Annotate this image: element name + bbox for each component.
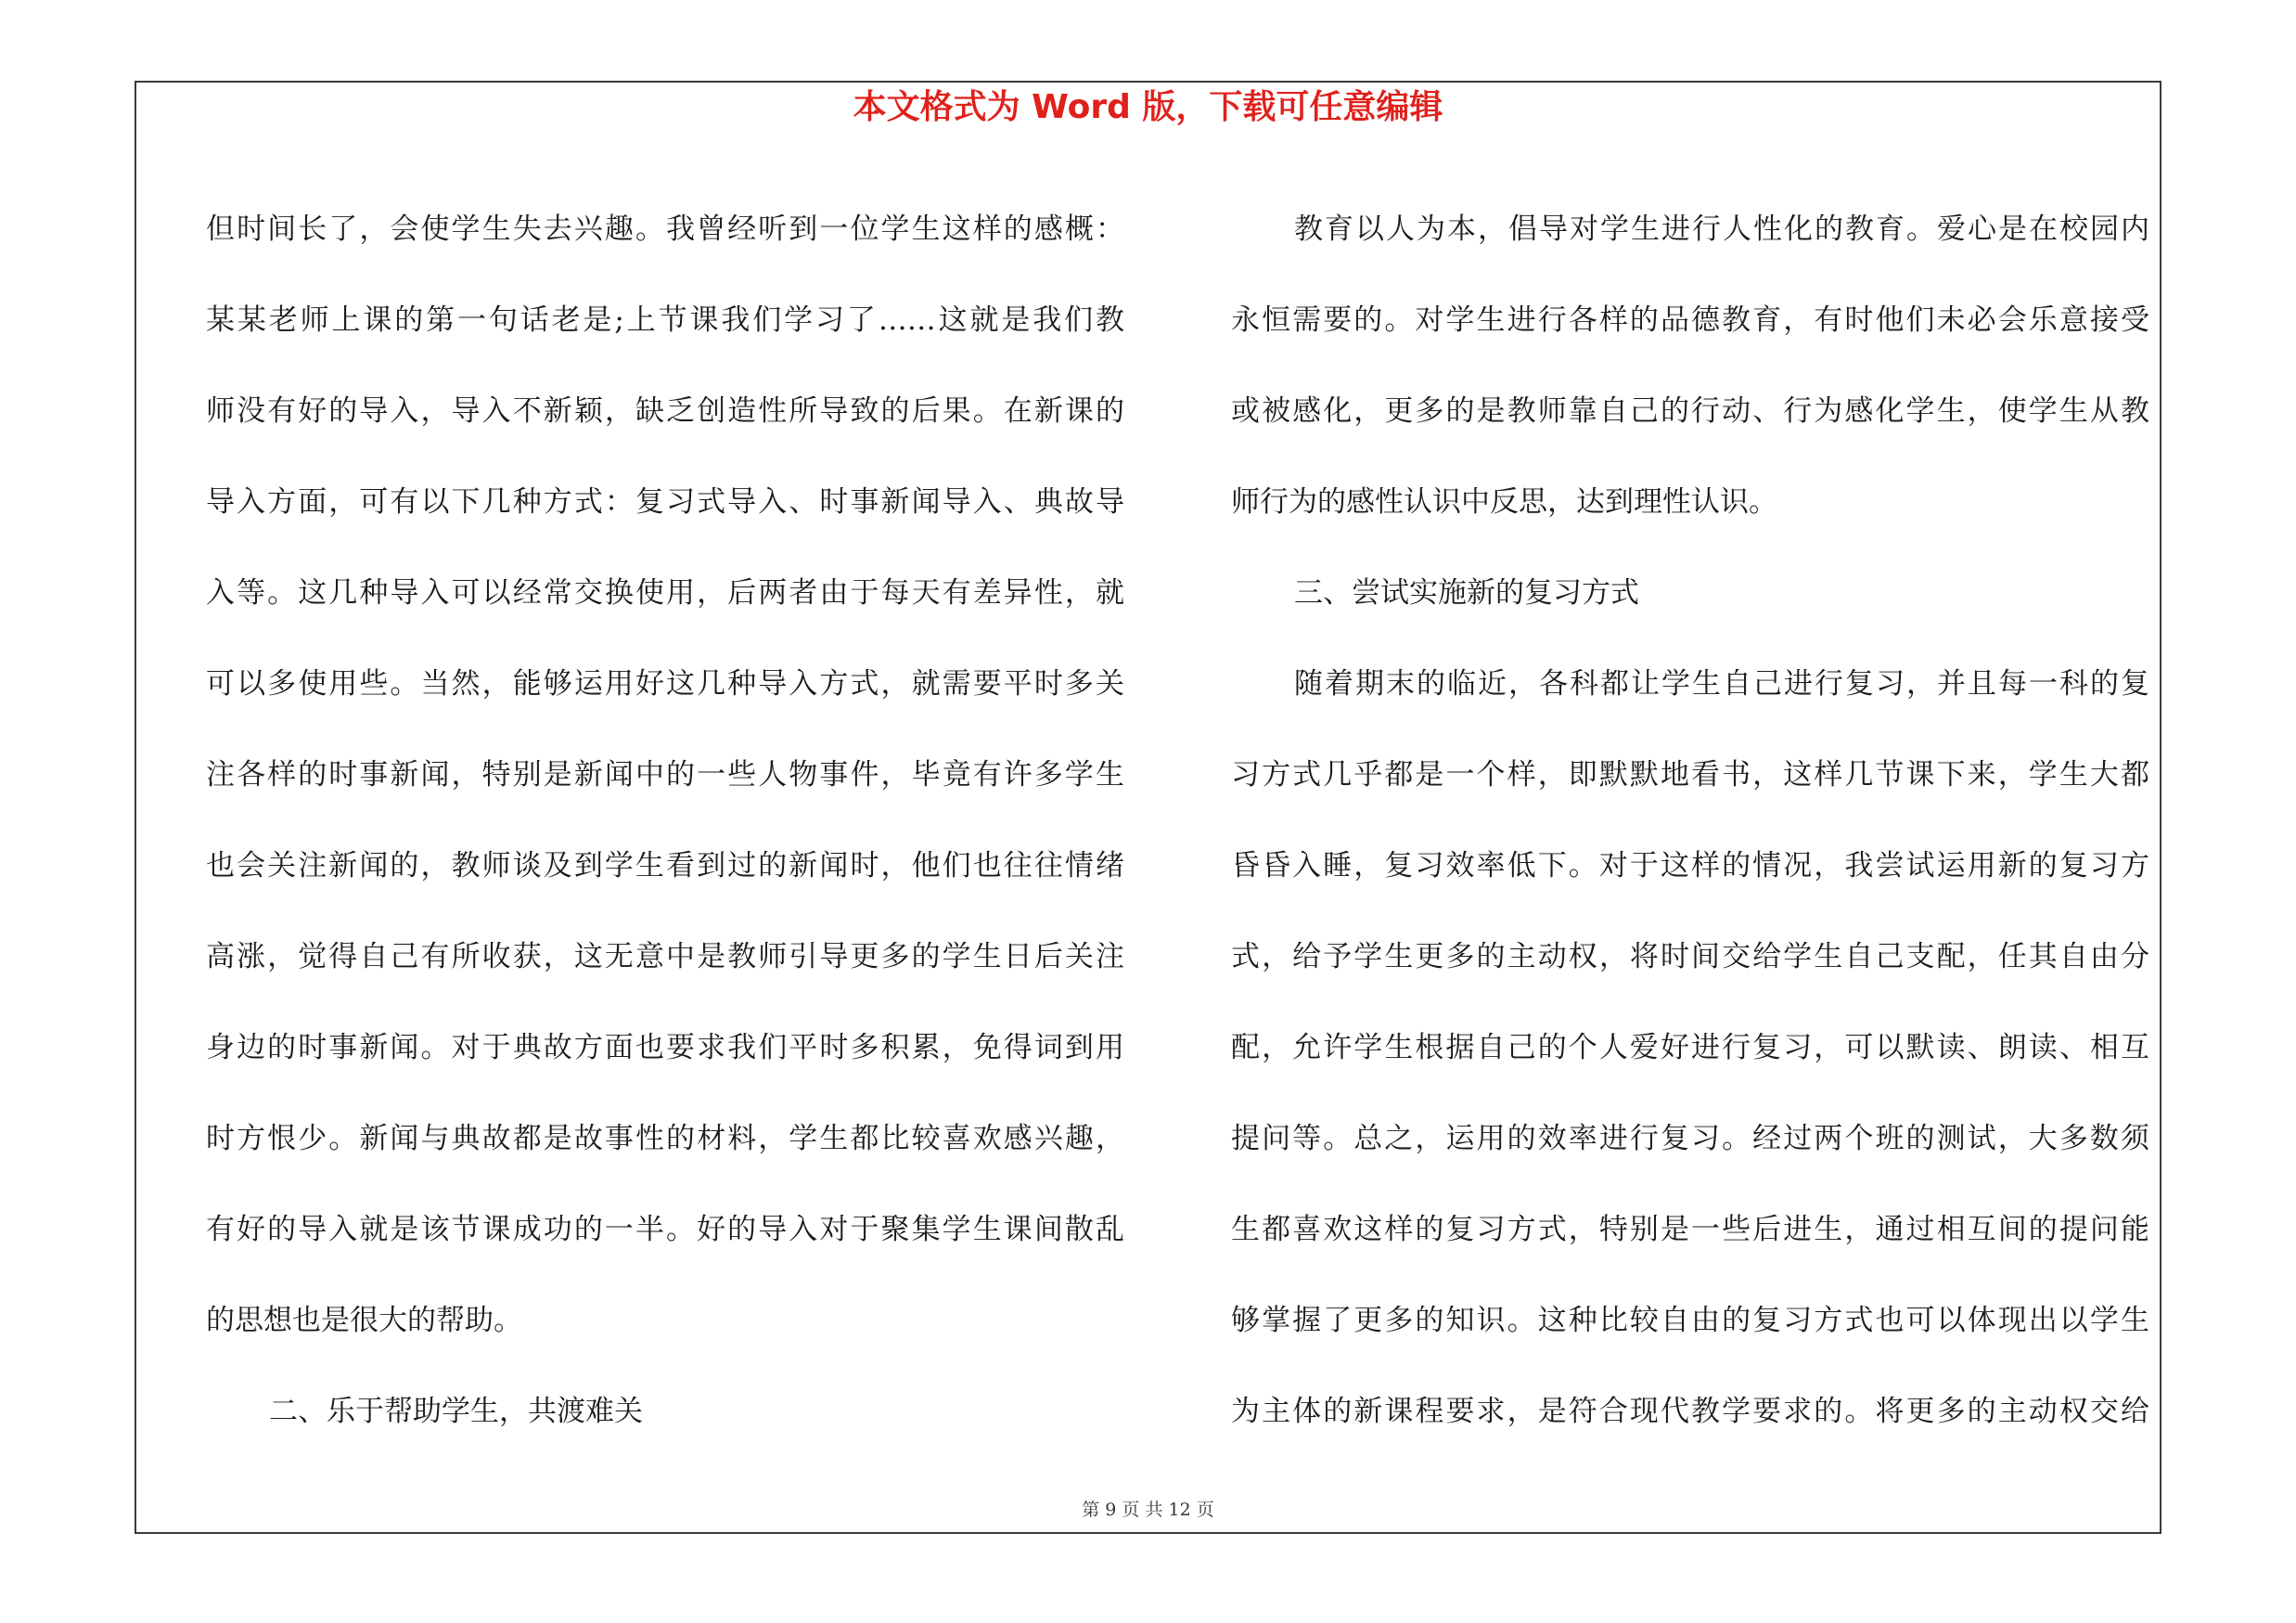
- format-banner: 本文格式为 Word 版，下载可任意编辑: [853, 88, 1443, 126]
- text-line: 生都喜欢这样的复习方式，特别是一些后进生，通过相互间的提问能: [1231, 1213, 2149, 1246]
- text-line: 教育以人为本，倡导对学生进行人性化的教育。爱心是在校园内: [1294, 213, 2149, 246]
- text-line: 随着期末的临近，各科都让学生自己进行复习，并且每一科的复: [1294, 667, 2149, 701]
- text-line: 可以多使用些。当然，能够运用好这几种导入方式，就需要平时多关: [206, 667, 1124, 701]
- page-number: 第 9 页 共 12 页: [1082, 1500, 1214, 1520]
- left-text-column: [206, 184, 1124, 1457]
- text-line: 有好的导入就是该节课成功的一半。好的导入对于聚集学生课间散乱: [206, 1213, 1124, 1246]
- text-line: 或被感化，更多的是教师靠自己的行动、行为感化学生，使学生从教: [1231, 394, 2149, 428]
- text-line: 入等。这几种导入可以经常交换使用，后两者由于每天有差异性，就: [206, 576, 1124, 610]
- text-line: 身边的时事新闻。对于典故方面也要求我们平时多积累，免得词到用: [206, 1031, 1124, 1064]
- text-line: 为主体的新课程要求，是符合现代教学要求的。将更多的主动权交给: [1231, 1395, 2149, 1428]
- text-line: 的思想也是很大的帮助。: [206, 1304, 522, 1337]
- text-line: 师行为的感性认识中反思，达到理性认识。: [1231, 485, 1777, 519]
- text-line: 高涨，觉得自己有所收获，这无意中是教师引导更多的学生日后关注: [206, 940, 1124, 973]
- text-line: 昏昏入睡，复习效率低下。对于这样的情况，我尝试运用新的复习方: [1231, 849, 2149, 882]
- text-line: 永恒需要的。对学生进行各样的品德教育，有时他们未必会乐意接受: [1231, 303, 2149, 337]
- text-line: 但时间长了，会使学生失去兴趣。我曾经听到一位学生这样的感概：: [206, 213, 1124, 246]
- text-line: 配，允许学生根据自己的个人爱好进行复习，可以默读、朗读、相互: [1231, 1031, 2149, 1064]
- text-line: 师没有好的导入，导入不新颖，缺乏创造性所导致的后果。在新课的: [206, 394, 1124, 428]
- text-line: 导入方面，可有以下几种方式：复习式导入、时事新闻导入、典故导: [206, 485, 1124, 519]
- section-heading: 二、乐于帮助学生，共渡难关: [269, 1395, 643, 1428]
- section-heading: 三、尝试实施新的复习方式: [1294, 576, 1639, 610]
- text-line: 提问等。总之，运用的效率进行复习。经过两个班的测试，大多数须: [1231, 1122, 2149, 1155]
- text-line: 够掌握了更多的知识。这种比较自由的复习方式也可以体现出以学生: [1231, 1304, 2149, 1337]
- text-line: 时方恨少。新闻与典故都是故事性的材料，学生都比较喜欢感兴趣，: [206, 1122, 1124, 1155]
- text-line: 式，给予学生更多的主动权，将时间交给学生自己支配，任其自由分: [1231, 940, 2149, 973]
- text-line: 某某老师上课的第一句话老是;上节课我们学习了……这就是我们教: [206, 303, 1124, 337]
- text-line: 注各样的时事新闻，特别是新闻中的一些人物事件，毕竟有许多学生: [206, 758, 1124, 792]
- text-line: 习方式几乎都是一个样，即默默地看书，这样几节课下来，学生大都: [1231, 758, 2149, 792]
- right-text-column: [1231, 184, 2149, 1457]
- text-line: 也会关注新闻的，教师谈及到学生看到过的新闻时，他们也往往情绪: [206, 849, 1124, 882]
